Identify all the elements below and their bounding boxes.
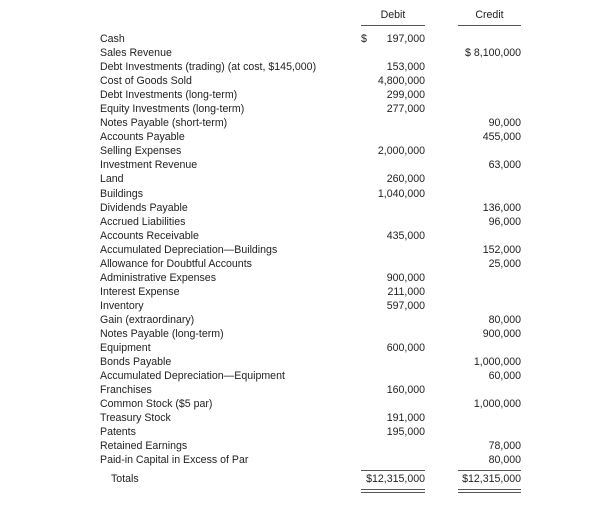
account-name: Retained Earnings bbox=[100, 440, 188, 453]
table-row bbox=[100, 229, 530, 243]
table-row bbox=[100, 130, 530, 144]
debit-double-underline bbox=[361, 489, 425, 493]
account-name: Gain (extraordinary) bbox=[100, 313, 195, 326]
account-name: Equipment bbox=[100, 342, 151, 355]
account-name: Accumulated Depreciation—Equipment bbox=[100, 370, 285, 383]
table-row bbox=[100, 243, 530, 257]
account-name: Land bbox=[100, 173, 124, 186]
account-name: Buildings bbox=[100, 187, 143, 200]
credit-amount: 80,000 bbox=[488, 313, 521, 326]
account-name: Patents bbox=[100, 426, 136, 439]
table-row bbox=[100, 383, 530, 397]
table-row bbox=[100, 439, 530, 453]
table-row bbox=[100, 299, 530, 313]
table-row bbox=[100, 425, 530, 439]
table-row bbox=[100, 285, 530, 299]
debit-amount: 2,000,000 bbox=[377, 145, 425, 158]
table-row bbox=[100, 355, 530, 369]
table-row bbox=[100, 327, 530, 341]
table-row bbox=[100, 158, 530, 172]
debit-amount: 197,000 bbox=[386, 33, 425, 45]
debit-amount: 277,000 bbox=[386, 103, 425, 116]
table-row bbox=[100, 144, 530, 158]
table-row bbox=[100, 32, 530, 46]
credit-total: $12,315,000 bbox=[462, 473, 521, 485]
debit-amount: 900,000 bbox=[386, 271, 425, 284]
credit-header-rule bbox=[458, 25, 521, 26]
table-row bbox=[100, 271, 530, 285]
account-name: Accumulated Depreciation—Buildings bbox=[100, 243, 278, 256]
credit-amount: 96,000 bbox=[488, 215, 521, 228]
table-row bbox=[100, 215, 530, 229]
totals-row bbox=[100, 469, 530, 491]
debit-amount: 195,000 bbox=[386, 426, 425, 439]
account-name: Sales Revenue bbox=[100, 47, 172, 60]
account-name: Dividends Payable bbox=[100, 201, 188, 214]
debit-amount: 260,000 bbox=[386, 173, 425, 186]
debit-amount: 597,000 bbox=[386, 299, 425, 312]
debit-amount: 435,000 bbox=[386, 229, 425, 242]
table-row bbox=[100, 187, 530, 201]
table-row bbox=[100, 102, 530, 116]
credit-amount: 90,000 bbox=[488, 117, 521, 130]
account-name: Common Stock ($5 par) bbox=[100, 398, 213, 411]
totals-label: Totals bbox=[111, 473, 139, 485]
debit-column-header: Debit bbox=[380, 9, 406, 21]
debit-amount: 1,040,000 bbox=[377, 187, 425, 200]
account-name: Selling Expenses bbox=[100, 145, 182, 158]
debit-total-rule bbox=[361, 470, 425, 471]
table-row bbox=[100, 411, 530, 425]
table-row bbox=[100, 88, 530, 102]
trial-balance-table bbox=[100, 32, 530, 467]
credit-amount: 1,000,000 bbox=[473, 356, 521, 369]
account-name: Accounts Receivable bbox=[100, 229, 199, 242]
debit-amount: 211,000 bbox=[387, 285, 425, 298]
account-name: Debt Investments (trading) (at cost, $145,000) bbox=[100, 61, 317, 74]
account-name: Administrative Expenses bbox=[100, 271, 216, 284]
account-name: Notes Payable (short-term) bbox=[100, 117, 228, 130]
table-row bbox=[100, 313, 530, 327]
credit-amount: 25,000 bbox=[488, 257, 521, 270]
debit-amount: 191,000 bbox=[386, 412, 425, 425]
credit-amount: 455,000 bbox=[482, 131, 521, 144]
account-name: Bonds Payable bbox=[100, 356, 172, 369]
debit-amount: 299,000 bbox=[386, 89, 425, 102]
account-name: Equity Investments (long-term) bbox=[100, 103, 245, 116]
table-row bbox=[100, 369, 530, 383]
table-row bbox=[100, 257, 530, 271]
account-name: Notes Payable (long-term) bbox=[100, 327, 224, 340]
table-row bbox=[100, 46, 530, 60]
account-name: Debt Investments (long-term) bbox=[100, 89, 238, 102]
account-name: Interest Expense bbox=[100, 285, 180, 298]
account-name: Accounts Payable bbox=[100, 131, 185, 144]
debit-amount: 153,000 bbox=[386, 61, 425, 74]
table-row bbox=[100, 74, 530, 88]
credit-column-header: Credit bbox=[475, 9, 504, 21]
table-row bbox=[100, 341, 530, 355]
table-row bbox=[100, 397, 530, 411]
debit-dollar-sign: $ bbox=[361, 33, 367, 45]
credit-amount: 1,000,000 bbox=[473, 398, 521, 411]
credit-amount: 80,000 bbox=[488, 454, 521, 467]
credit-amount: 136,000 bbox=[482, 201, 521, 214]
account-name: Franchises bbox=[100, 384, 152, 397]
credit-amount: 152,000 bbox=[482, 243, 521, 256]
credit-amount: 900,000 bbox=[482, 327, 521, 340]
debit-total: $12,315,000 bbox=[366, 473, 425, 485]
table-row bbox=[100, 453, 530, 467]
account-name: Allowance for Doubtful Accounts bbox=[100, 257, 252, 270]
debit-amount: 4,800,000 bbox=[377, 75, 425, 88]
account-name: Treasury Stock bbox=[100, 412, 171, 425]
account-name: Cost of Goods Sold bbox=[100, 75, 192, 88]
account-name: Cash bbox=[100, 33, 125, 45]
debit-header-rule bbox=[361, 25, 425, 26]
account-name: Inventory bbox=[100, 299, 144, 312]
account-name: Paid-in Capital in Excess of Par bbox=[100, 454, 249, 467]
debit-amount: 600,000 bbox=[386, 342, 425, 355]
table-row bbox=[100, 201, 530, 215]
credit-amount: $ 8,100,000 bbox=[465, 47, 521, 60]
account-name: Accrued Liabilities bbox=[100, 215, 186, 228]
table-row bbox=[100, 116, 530, 130]
debit-amount: 160,000 bbox=[386, 384, 425, 397]
table-row bbox=[100, 172, 530, 186]
credit-amount: 78,000 bbox=[488, 440, 521, 453]
credit-total-rule bbox=[458, 470, 521, 471]
credit-amount: 60,000 bbox=[488, 370, 521, 383]
table-row bbox=[100, 60, 530, 74]
credit-double-underline bbox=[458, 489, 521, 493]
account-name: Investment Revenue bbox=[100, 159, 198, 172]
credit-amount: 63,000 bbox=[488, 159, 521, 172]
